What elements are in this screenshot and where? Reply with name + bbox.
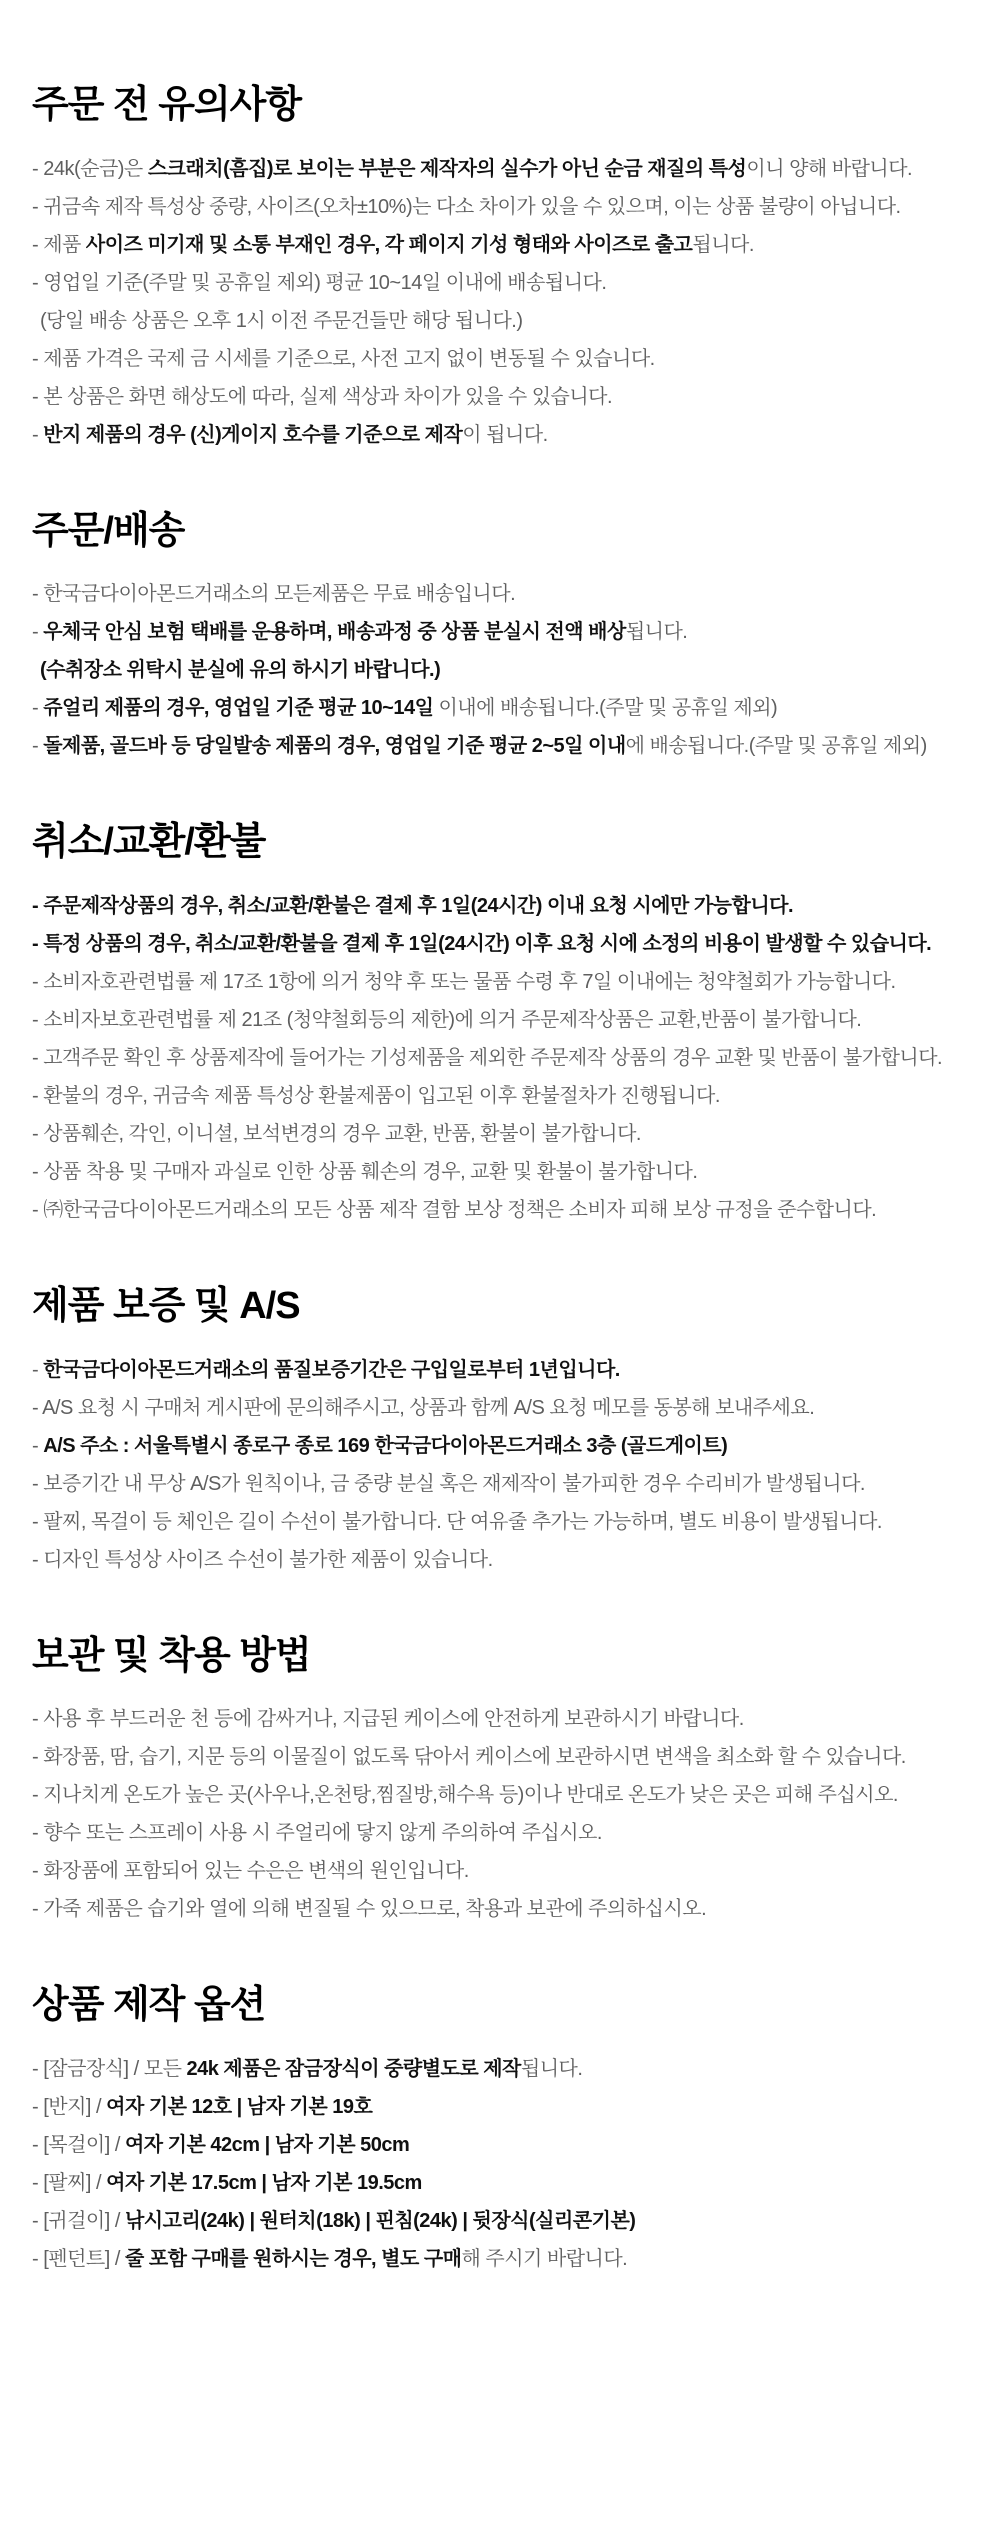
notice-line xyxy=(32,735,968,757)
notice-text-emphasis: 반지 제품의 경우 (신)게이지 호수를 기준으로 제작 xyxy=(43,423,463,446)
notice-text: - 소비자보호관련법률 제 21조 (청약철회등의 제한)에 의거 주문제작상품은 교환,반품이 불가합니다. xyxy=(32,1009,862,1032)
notice-text-emphasis: 스크래치(흠집)로 보이는 부분은 제작자의 실수가 아닌 순금 재질의 특성 xyxy=(147,157,747,180)
notice-text: - 본 상품은 화면 해상도에 따라, 실제 색상과 차이가 있을 수 있습니다. xyxy=(32,385,613,408)
notice-text-emphasis: 한국금다이아몬드거래소의 품질보증기간은 구입일로부터 1년입니다. xyxy=(43,1358,620,1381)
notice-text: (당일 배송 상품은 오후 1시 이전 주문건들만 해당 됩니다.) xyxy=(40,309,523,332)
notice-line xyxy=(32,1898,968,1920)
notice-text-emphasis: 낚시고리(24k) | 원터치(18k) | 핀침(24k) | 뒷장식(실리콘기본) xyxy=(124,2210,636,2233)
notice-line xyxy=(32,1511,968,1533)
notice-text: - 팔찌, 목걸이 등 체인은 길이 수선이 불가합니다. 단 여유줄 추가는 가능하며, 별도 비용이 발생됩니다. xyxy=(32,1510,882,1533)
notice-text: - 향수 또는 스프레이 사용 시 주얼리에 닿지 않게 주의하여 주십시오. xyxy=(32,1822,602,1845)
notice-text: - 상품훼손, 각인, 이니셜, 보석변경의 경우 교환, 반품, 환불이 불가합니다. xyxy=(32,1123,641,1146)
notice-text-emphasis: - 특정 상품의 경우, 취소/교환/환불을 결제 후 1일(24시간) 이후 요청 시에 소정의 비용이 발생할 수 있습니다. xyxy=(32,933,932,956)
notice-text: 에 배송됩니다.(주말 및 공휴일 제외) xyxy=(625,735,927,758)
section-title: 주문 전 유의사항 xyxy=(32,84,302,126)
notice-line xyxy=(32,1085,968,1107)
notice-text-emphasis: 우체국 안심 보험 택배를 운용하며, 배송과정 중 상품 분실시 전액 배상 xyxy=(43,621,626,644)
notice-text: - 고객주문 확인 후 상품제작에 들어가는 기성제품을 제외한 주문제작 상품의 경우 교환 및 반품이 불가합니다. xyxy=(32,1047,943,1070)
notice-text: - 영업일 기준(주말 및 공휴일 제외) 평균 10~14일 이내에 배송됩니다. xyxy=(32,271,607,294)
notice-text: - 사용 후 부드러운 천 등에 감싸거나, 지급된 케이스에 안전하게 보관하시기 바랍니다. xyxy=(32,1708,744,1731)
notice-line xyxy=(32,1435,968,1457)
notice-line xyxy=(32,1708,968,1730)
notice-line xyxy=(32,424,968,446)
notice-line xyxy=(32,1009,968,1031)
notice-section xyxy=(32,1285,968,1571)
notice-line xyxy=(32,2210,968,2232)
notice-line xyxy=(32,1123,968,1145)
section-title: 보관 및 착용 방법 xyxy=(32,1634,311,1677)
notice-text: - 상품 착용 및 구매자 과실로 인한 상품 훼손의 경우, 교환 및 환불이 불가합니다. xyxy=(32,1161,698,1184)
notice-section xyxy=(32,510,968,758)
notice-line xyxy=(32,2096,968,2118)
notice-text: - [펜던트] / xyxy=(32,2248,125,2271)
notice-text: - 보증기간 내 무상 A/S가 원칙이나, 금 중량 분실 혹은 재제작이 불가피한 경우 수리비가 발생됩니다. xyxy=(32,1472,865,1495)
notice-text: 됩니다. xyxy=(520,2058,583,2081)
notice-line xyxy=(32,621,968,643)
notice-text: - 한국금다이아몬드거래소의 모든제품은 무료 배송입니다. xyxy=(32,583,516,606)
notice-line xyxy=(32,971,968,993)
notice-section xyxy=(32,821,968,1221)
notice-text: - [목걸이] / xyxy=(32,2134,125,2157)
notice-text: - 가죽 제품은 습기와 열에 의해 변질될 수 있으므로, 착용과 보관에 주의하십시오. xyxy=(32,1898,707,1921)
notice-line xyxy=(32,234,968,256)
notice-text-emphasis: 줄 포함 구매를 원하시는 경우, 별도 구매 xyxy=(124,2248,462,2271)
sections xyxy=(32,84,968,2270)
notice-line xyxy=(32,158,968,180)
notice-line xyxy=(32,310,968,332)
section-title: 제품 보증 및 A/S xyxy=(32,1285,300,1328)
notice-section xyxy=(32,1635,968,1921)
notice-line xyxy=(32,895,968,917)
notice-line xyxy=(32,1359,968,1381)
notice-line xyxy=(32,1860,968,1882)
notice-text-emphasis: 돌제품, 골드바 등 당일발송 제품의 경우, 영업일 기준 평균 2~5일 이내 xyxy=(43,735,626,758)
notice-line xyxy=(32,1161,968,1183)
notice-line xyxy=(32,1822,968,1844)
notice-section xyxy=(32,84,968,446)
notice-text: - xyxy=(32,697,44,720)
notice-text: - [잠금장식] / 모든 xyxy=(32,2058,187,2081)
section-title: 상품 제작 옵션 xyxy=(32,1984,266,2027)
notice-text: - xyxy=(32,735,44,758)
notice-section xyxy=(32,1984,968,2270)
notice-line xyxy=(32,1199,968,1221)
notice-text: - 환불의 경우, 귀금속 제품 특성상 환불제품이 입고된 이후 환불절차가 진행됩니다. xyxy=(32,1085,720,1108)
section-title: 취소/교환/환불 xyxy=(32,821,266,864)
notice-line xyxy=(32,583,968,605)
notice-text: - 귀금속 제작 특성상 중량, 사이즈(오차±10%)는 다소 차이가 있을 수 있으며, 이는 상품 불량이 아닙니다. xyxy=(32,195,901,218)
notice-line xyxy=(32,272,968,294)
notice-line xyxy=(32,2172,968,2194)
notice-text: - xyxy=(32,1358,44,1381)
notice-line xyxy=(32,1784,968,1806)
notice-line xyxy=(32,1397,968,1419)
notice-text-emphasis: 여자 기본 42cm | 남자 기본 50cm xyxy=(124,2134,410,2157)
notice-text: - [반지] / xyxy=(32,2096,107,2119)
notice-text-emphasis: A/S 주소 : 서울특별시 종로구 종로 169 한국금다이아몬드거래소 3층 (골드게이트) xyxy=(43,1434,728,1457)
notice-text: 이 됩니다. xyxy=(462,423,548,446)
notice-text: - xyxy=(32,423,44,446)
notice-text-emphasis: 여자 기본 17.5cm | 남자 기본 19.5cm xyxy=(106,2172,422,2195)
notice-line xyxy=(32,1746,968,1768)
notice-line xyxy=(32,2134,968,2156)
notice-line xyxy=(32,1047,968,1069)
notice-text: - 디자인 특성상 사이즈 수선이 불가한 제품이 있습니다. xyxy=(32,1548,493,1571)
notice-text: - 제품 가격은 국제 금 시세를 기준으로, 사전 고지 없이 변동될 수 있습니다. xyxy=(32,347,655,370)
notice-text: - 지나치게 온도가 높은 곳(사우나,온천탕,찜질방,해수욕 등)이나 반대로 온도가 낮은 곳은 피해 주십시오. xyxy=(32,1784,898,1807)
notice-text: 해 주시기 바랍니다. xyxy=(461,2248,628,2271)
notice-line xyxy=(32,933,968,955)
notice-text: - ㈜한국금다이아몬드거래소의 모든 상품 제작 결함 보상 정책은 소비자 피해 보상 규정을 준수합니다. xyxy=(32,1199,877,1222)
notice-text: - 제품 xyxy=(32,233,86,256)
notice-text: 이니 양해 바랍니다. xyxy=(746,157,913,180)
notice-text: - [팔찌] / xyxy=(32,2172,107,2195)
notice-text: - 화장품에 포함되어 있는 수은은 변색의 원인입니다. xyxy=(32,1860,469,1883)
notice-text: 됩니다. xyxy=(692,233,754,256)
notice-line xyxy=(32,386,968,408)
notice-text: - [귀걸이] / xyxy=(32,2210,125,2233)
notice-text: - xyxy=(32,1434,44,1457)
notice-text-emphasis: (수취장소 위탁시 분실에 유의 하시기 바랍니다.) xyxy=(40,659,441,682)
notice-line xyxy=(32,697,968,719)
notice-text: - 화장품, 땀, 습기, 지문 등의 이물질이 없도록 닦아서 케이스에 보관하시면 변색을 최소화 할 수 있습니다. xyxy=(32,1746,906,1769)
notice-line xyxy=(32,659,968,681)
notice-text-emphasis: - 주문제작상품의 경우, 취소/교환/환불은 결제 후 1일(24시간) 이내 요청 시에만 가능합니다. xyxy=(32,895,794,918)
notice-line xyxy=(32,196,968,218)
notice-text: 이내에 배송됩니다.(주말 및 공휴일 제외) xyxy=(433,697,778,720)
notice-text-emphasis: 쥬얼리 제품의 경우, 영업일 기준 평균 10~14일 xyxy=(43,697,434,720)
notice-text: 됩니다. xyxy=(625,621,688,644)
notice-line xyxy=(32,1549,968,1571)
notice-line xyxy=(32,2058,968,2080)
notice-text-emphasis: 여자 기본 12호 | 남자 기본 19호 xyxy=(106,2096,373,2119)
notice-text: - xyxy=(32,621,44,644)
notice-line xyxy=(32,1473,968,1495)
notice-text-emphasis: 24k 제품은 잠금장식이 중량별도로 제작 xyxy=(186,2058,521,2081)
notice-text: - A/S 요청 시 구매처 게시판에 문의해주시고, 상품과 함께 A/S 요청 메모를 동봉해 보내주세요. xyxy=(32,1396,815,1419)
notice-text-emphasis: 사이즈 미기재 및 소통 부재인 경우, 각 페이지 기성 형태와 사이즈로 출고 xyxy=(85,233,693,256)
notice-line xyxy=(32,348,968,370)
notice-text: - 24k(순금)은 xyxy=(32,157,148,180)
notice-line xyxy=(32,2248,968,2270)
notice-text: - 소비자호관련법률 제 17조 1항에 의거 청약 후 또는 물품 수령 후 7일 이내에는 청약철회가 가능합니다. xyxy=(32,971,896,994)
section-title: 주문/배송 xyxy=(32,509,185,552)
